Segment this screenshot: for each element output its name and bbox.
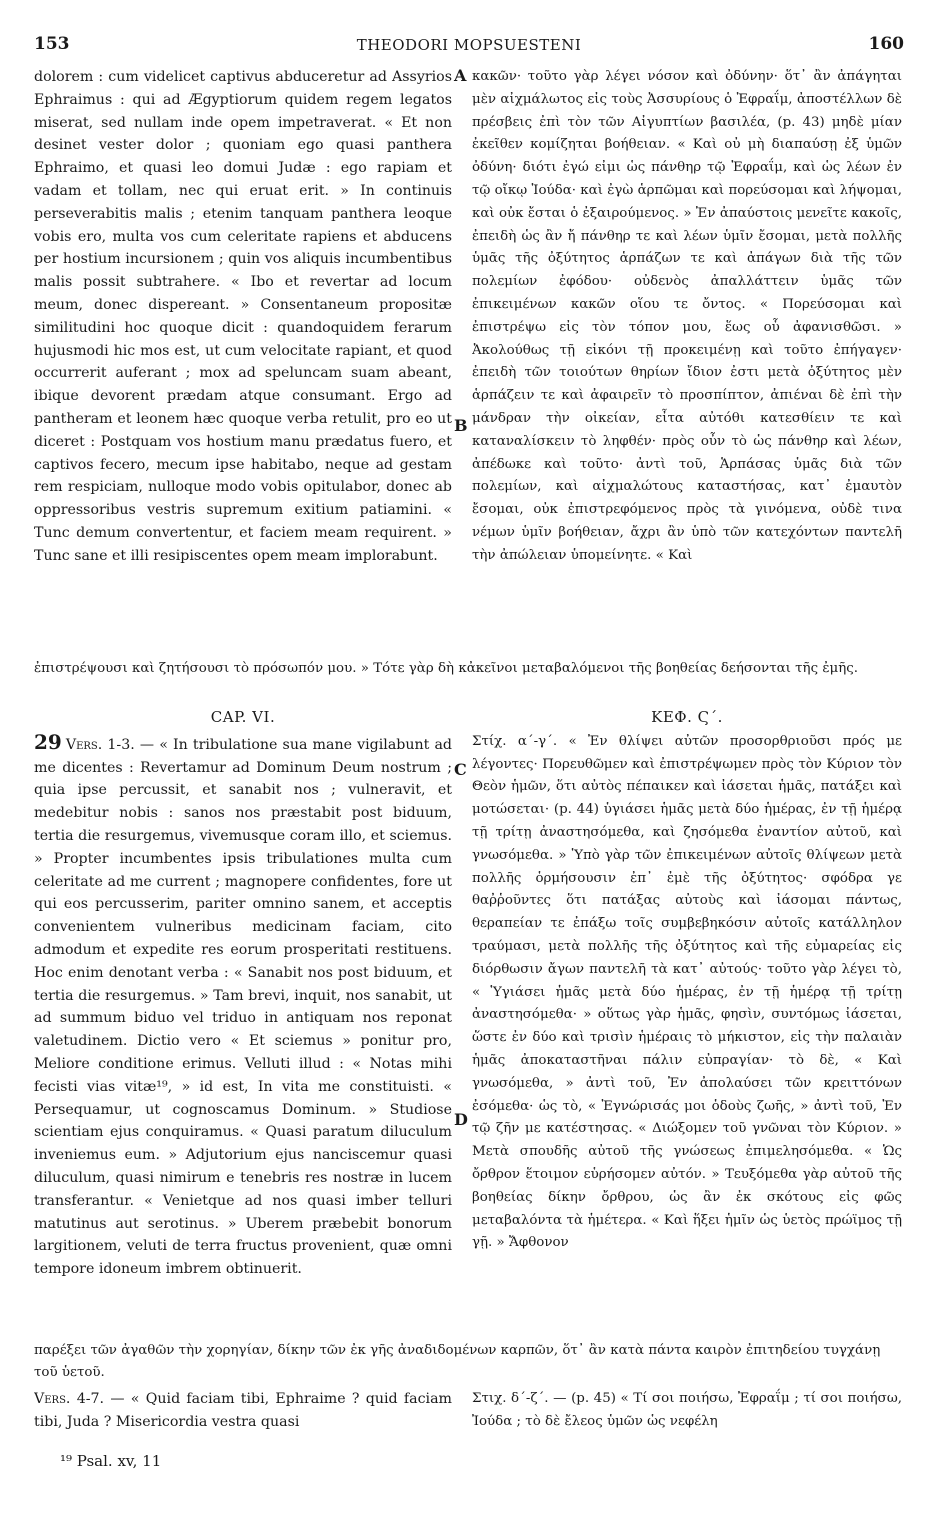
latin-verse-label: Vers. 1-3. bbox=[65, 736, 135, 753]
greek-column-chapter bbox=[472, 702, 902, 1338]
latin-column-chapter bbox=[34, 702, 452, 1338]
latin-paragraph-2 bbox=[34, 731, 452, 1281]
greek-chapter-heading: ΚΕΦ. Ϛ΄. bbox=[651, 708, 723, 726]
greek-paragraph-2-text: « Ἐν θλίψει αὐτῶν προσορθριοῦσι πρός με λέγοντες· Πορευθῶμεν καὶ ἐπιστρέψωμεν πρὸς τὸν Κύριον τὸν Θεὸν ἡμῶν, ὅτι αὐτὸς πέπαικεν καὶ ἰάσεται ἡμᾶς, πατάξει καὶ μοτώσεται· (p. 44) ὑγιάσει ἡμᾶς μετὰ δύο ἡμέρας, ἐν τῇ ἡμέρᾳ τῇ τρίτῃ ἀναστησόμεθα, καὶ ζησόμεθα ἐναντίον αὐτοῦ, καὶ γνωσόμεθα. » Ὑπὸ γὰρ τῶν ἐπικειμένων αὐτοῖς θλίψεων μετὰ πολλῆς ὁρμήσουσιν ἐπ᾽ ἐμὲ τῆς ὀξύτητος· σφόδρα γε θαῤῥοῦντες ὅτι πατάξας αὐτοὺς καὶ ἰάσομαι πάντως, θεραπείαν τε ἐπάξω τοῖς συμβεβηκόσιν αὐτοῖς κατάλληλον τραύμασι, μετὰ πολλῆς τῆς ὀξύτητος καὶ τῆς εὐμαρείας εἰς διόρθωσιν ἄγων παντελῆ τὰ κατ᾽ αὐτούς· τοῦτο γὰρ λέγει τὸ, « Ὑγιάσει ἡμᾶς μετὰ δύο ἡμέρας, ἐν τῇ ἡμέρᾳ τῇ τρίτῃ ἀναστησόμεθα· » οὕτως γὰρ ἡμᾶς, φησὶν, συντόμως ἰάσεται, ὥστε ἐν δύο καὶ τρισὶν ἡμέραις τὸ μήκιστον, εἰς τὴν παλαιὰν ἡμᾶς ἀποκαταστῆναι πάλιν εὐπραγίαν· τὸ δὲ, « Καὶ γνωσόμεθα, » ἀντὶ τοῦ, Ἐν ἀπολαύσει τῶν κρειττόνων ἐσόμεθα· ὡς τὸ, « Ἐγνώρισάς μοι ὁδοὺς ζωῆς, » ἀντὶ τοῦ, Ἐν τῷ ζῆν με κατέστησας. « Διώξομεν τοῦ γνῶναι τὸν Κύριον. » Μετὰ σπουδῆς αὐτοῦ τῆς γνώσεως ἐπιμελησόμεθα. « Ὡς ὄρθρον ἕτοιμον εὑρήσομεν αὐτόν. » Τευξόμεθα γὰρ αὐτοῦ τῆς βοηθείας δίκην ὄρθρου, ὡς ἂν ἐκ σκότους εἰς φῶς μεταβαλόντα τὰ ἡμέτερα. « Καὶ ἥξει ἡμῖν ὡς ὑετὸς πρώϊμος τῇ γῇ. » Ἄφθονον bbox=[472, 733, 902, 1251]
greek-paragraph-2 bbox=[472, 731, 902, 1255]
greek-bridge-line-2: παρέξει τῶν ἀγαθῶν τὴν χορηγίαν, δίκην τῶν ἐκ γῆς ἀναδιδομένων καρπῶν, ὅτ᾽ ἂν κατὰ πάντα καιρὸν ἐπιτηδείου τυγχάνῃ τοῦ ὑετοῦ. bbox=[34, 1343, 881, 1380]
running-title: THEODORI MOPSUESTENI bbox=[356, 36, 582, 54]
greek-stich-label-2: Στιχ. δ΄-ζ΄. bbox=[472, 1391, 549, 1406]
margin-marker-b: B bbox=[454, 416, 468, 435]
latin-paragraph-2-text: — « In tribulatione sua mane vigilabunt ad me dicentes : Revertamur ad Dominum Deum nostrum ; quia ipse percussit, et sanabit nos ; vulneravit, et medebitur nobis : sanos nos præstabit post biduum, tertia die resurgemus, vivemusque coram illo, et sciemus. » Propter incumbentes ipsis tribulationes multa cum celeritate ad me current ; magnopere confidentes, fore ut qui eos percusserim, pariter omnino sanem, et acceptis convenientem vulneribus medicinam faciam, cito admodum et expedite res eorum prosperitati restituens. Hoc enim denotant verba : « Sanabit nos post biduum, et tertia die resurgemus. » Tam brevi, inquit, nos sanabit, ut ad summum biduo vel triduo in antiquam nos reponat valetudinem. Dictio vero « Et sciemus » ponitur pro, Meliore conditione erimus. Velluti illud : « Notas mihi fecisti vias vitæ¹⁹, » id est, In vita me constituisti. « Persequamur, ut cognoscamus Dominum. » Studiose scientiam ejus conquiramus. « Quasi paratum diluculum inveniemus eum. » Adjutorium ejus nanciscemur quasi diluculum, quasi nimirum e tenebris res nostræ in lucem transferantur. « Venietque ad nos quasi imber telluri matutinus aut serotinus. » Uberem præbebit bonorum largitionem, veluti de terra fructus provenient, quæ omni tempore idoneum imbrem obtinuerit. bbox=[34, 736, 452, 1278]
latin-verse-label-2: Vers. 4-7. bbox=[34, 1391, 105, 1407]
latin-column-bottom bbox=[34, 1388, 452, 1438]
latin-paragraph-3-text: — « Quid faciam tibi, Ephraime ? quid faciam tibi, Juda ? Misericordia vestra quasi bbox=[34, 1391, 452, 1430]
section-number: 29 bbox=[34, 729, 62, 754]
latin-paragraph-3 bbox=[34, 1388, 452, 1434]
greek-column-bottom bbox=[472, 1388, 902, 1438]
latin-paragraph-1: dolorem : cum videlicet captivus abduceretur ad Assyrios Ephraimus : qui ad Ægyptiorum quidem regem legatos miserat, sed nullam inde opem impetraverat. « Et non desinet vester dolor ; quoniam ego quasi panthera Ephraimo, et quasi leo domui Judæ : ego rapiam et vadam et tollam, nec qui eruat erit. » In continuis perseverabitis malis ; etenim tanquam panthera leoque vobis ero, multa vos cum celeritate rapiens et abducens per hostium incursionem ; quin vos aliquis incumbentibus malis possit subtrahere. « Ibo et revertar ad locum meum, donec dispereant. » Consentaneum propositæ similitudini hoc quoque dicit : quandoquidem ferarum hujusmodi hic mos est, ut cum velocitate rapiant, et quod occurrerit auferant ; mox ad speluncam suam abeant, ibique devorent prædam atque consumant. Ergo ad pantheram et leonem hæc quoque verba retulit, pro eo ut diceret : Postquam vos hostium manu prædatus fuero, et captivos fecero, mecum ipse habitabo, neque ad gestam rem respiciam, nulloque modo vobis opitulabor, donec ab oppressoribus vestris supremum exitium patiamini. « Tunc demum convertentur, et faciem meam requirent. » Tunc sane et illi resipiscentes opem meam implorabunt. bbox=[34, 69, 452, 564]
latin-column bbox=[34, 66, 452, 646]
greek-bridge-line-1: ἐπιστρέψουσι καὶ ζητήσουσι τὸ πρόσωπόν μου. » Τότε γὰρ δὴ κἀκεῖνοι μεταβαλόμενοι τῆς βοηθείας δεήσονται τῆς ἐμῆς. bbox=[34, 661, 859, 676]
latin-chapter-heading: CAP. VI. bbox=[210, 708, 276, 726]
greek-column bbox=[472, 66, 902, 646]
greek-paragraph-3 bbox=[472, 1388, 902, 1434]
page-number-right: 160 bbox=[868, 34, 904, 54]
page-number-left: 153 bbox=[34, 34, 70, 54]
greek-paragraph-1: κακῶν· τοῦτο γὰρ λέγει νόσον καὶ ὀδύνην· ὅτ᾽ ἂν ἀπάγηται μὲν αἰχμάλωτος εἰς τοὺς Ἀσσυρίους ὁ Ἐφραΐμ, ἀποστέλλων δὲ πρέσβεις ἐπὶ τὸν τῶν Αἰγυπτίων βασιλέα, (p. 43) μηδὲ μίαν ἐκεῖθεν κομίζηται βοήθειαν. « Καὶ οὐ μὴ διαπαύσῃ ἐξ ὑμῶν ὀδύνη· διότι ἐγώ εἰμι ὡς πάνθηρ τῷ Ἐφραΐμ, καὶ ὡς λέων ἐν τῷ οἴκῳ Ἰούδα· καὶ ἐγὼ ἁρπῶμαι καὶ πορεύσομαι καὶ λήψομαι, καὶ οὐκ ἔσται ὁ ἐξαιρούμενος. » Ἐν ἀπαύστοις μενεῖτε κακοῖς, ἐπειδὴ ὡς ἂν ἤ πάνθηρ τε καὶ λέων ὑμῖν ἔσομαι, μετὰ πολλῆς ὑμᾶς τῆς ὀξύτητος ἁρπάζων τε καὶ ἀπάγων διὰ τῆς τῶν πολεμίων ἐφόδου· οὐδενὸς ἀπαλλάττειν ὑμᾶς τῶν ἐπικειμένων κακῶν οἵου τε ὄντος. « Πορεύσομαι καὶ ἐπιστρέψω εἰς τὸν τόπον μου, ἕως οὗ ἀφανισθῶσι. » Ἀκολούθως τῇ εἰκόνι τῇ προκειμένῃ καὶ τοῦτο ἐπήγαγεν· ἐπειδὴ τῶν τοιούτων θηρίων ἴδιον ἐστι μετὰ ὀξύτητος μὲν ἁρπάζειν τε καὶ ἀφαιρεῖν τὸ προσπίπτον, ἀπιέναι δὲ ἐπὶ τὴν μάνδραν τὴν οἰκείαν, εἶτα αὐτόθι κατεσθίειν τε καὶ καταναλίσκειν τὸ ληφθέν· πρὸς οὖν τὸ ὡς πάνθηρ καὶ λέων, ἀπέδωκε καὶ τοῦτο· ἀντὶ τοῦ, Ἁρπάσας ὑμᾶς διὰ τῶν πολεμίων, καὶ αἰχμαλώτους καταστήσας, κατ᾽ ἐμαυτὸν ἔσομαι, οὐκ ἐπιστρεφόμενος πρὸς τὰ γινόμενα, οὐδὲ τινα νέμων ὑμῖν βοήθειαν, ἄχρι ἂν ὑπὸ τῶν κατεχόντων παντελῆ τὴν ἀπώλειαν ὑπομείνητε. « Καὶ bbox=[472, 69, 902, 563]
greek-stich-label: Στίχ. α΄-γ΄. bbox=[472, 733, 558, 749]
footnote: ¹⁹ Psal. xv, 11 bbox=[60, 1452, 162, 1470]
margin-marker-a: A bbox=[454, 66, 467, 85]
margin-marker-c: C bbox=[454, 760, 467, 779]
margin-marker-d: D bbox=[454, 1110, 468, 1129]
greek-paragraph-3-text: — (p. 45) « Τί σοι ποιήσω, Ἐφραΐμ ; τί σοι ποιήσω, Ἰούδα ; τὸ δὲ ἔλεος ὑμῶν ὡς νεφέλη bbox=[472, 1391, 902, 1429]
page-header bbox=[34, 34, 904, 60]
